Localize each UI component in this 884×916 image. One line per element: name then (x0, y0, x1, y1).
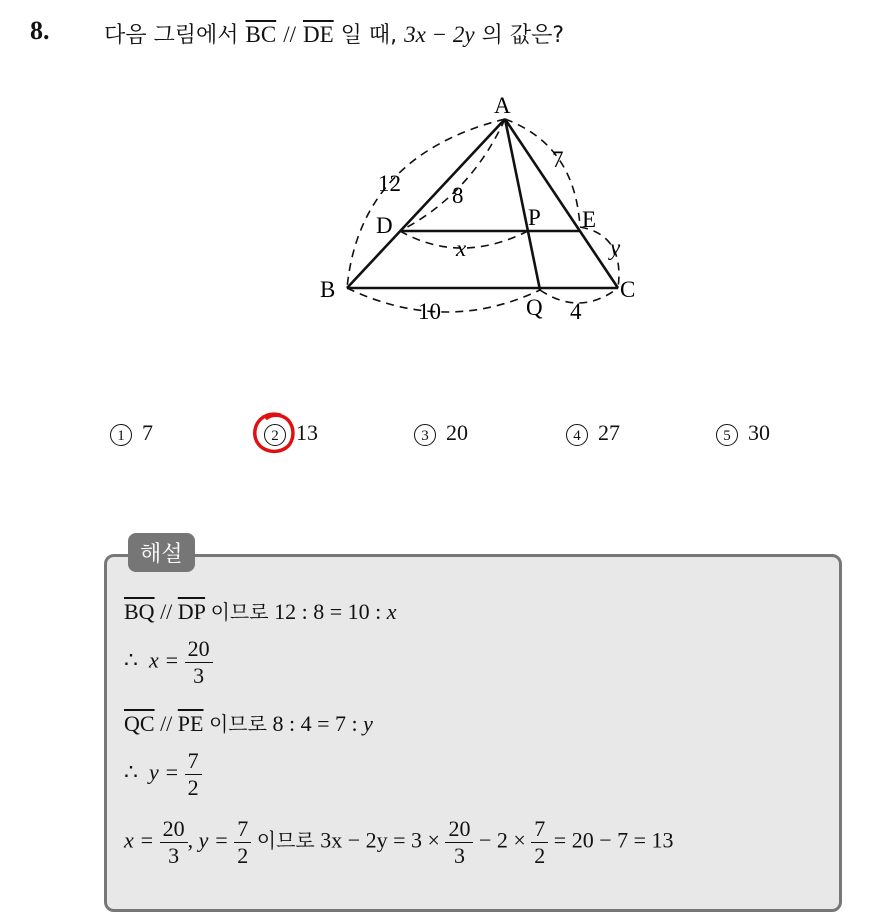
parallel-symbol: // (160, 599, 173, 624)
therefore-symbol: ∴ (124, 759, 138, 785)
length-ae: 7 (552, 147, 564, 172)
fraction-x (160, 816, 188, 869)
segment-bc: $\overline{BC}$ (245, 22, 277, 47)
question-mid: 일 때, (340, 23, 398, 48)
denominator: 2 (187, 775, 199, 800)
length-dp: x (456, 236, 467, 261)
length-ab: 12 (378, 171, 401, 196)
fraction-x (185, 636, 213, 689)
expression-part-b: − 2 × (478, 827, 526, 853)
choice-value-4: 27 (598, 420, 620, 445)
variable-x: x (386, 599, 397, 624)
solution-line-4 (124, 748, 202, 801)
label-e: E (582, 207, 597, 232)
parallel-symbol: // (283, 22, 296, 47)
ratio-expression: 12 : 8 = 10 : (274, 599, 382, 624)
side-ab (347, 119, 505, 288)
because-text: 이므로 (208, 712, 267, 736)
fraction-y (234, 816, 251, 869)
label-a: A (494, 93, 511, 118)
denominator: 3 (453, 843, 465, 868)
choice-value-2: 13 (296, 420, 318, 445)
question-text (104, 18, 564, 49)
arc-bq (347, 288, 540, 312)
variable-y: y (363, 711, 373, 736)
solution-line-1 (124, 596, 396, 625)
because-text: 이므로 (210, 600, 269, 624)
because-text: 이므로 (256, 828, 315, 853)
length-qc: 4 (570, 299, 582, 324)
length-bq: 10 (418, 299, 441, 324)
question-prefix: 다음 그림에서 (104, 23, 239, 48)
choice-value-5: 30 (748, 420, 770, 445)
numerator: 7 (234, 816, 251, 843)
question-expression: 3x − 2y (404, 22, 475, 47)
x-equals: x = (124, 827, 155, 853)
segment-pe: $\overline{PE}$ (177, 711, 204, 736)
length-ad: 8 (452, 183, 464, 208)
solution-tag: 해설 (128, 533, 195, 572)
numerator: 20 (445, 816, 473, 843)
choice-value-1: 7 (142, 420, 153, 445)
question-number: 8. (30, 16, 50, 45)
choice-number-5: 5 (716, 424, 738, 446)
choice-5[interactable] (716, 420, 770, 446)
parallel-symbol: // (160, 711, 173, 736)
therefore-symbol: ∴ (124, 647, 138, 673)
denominator: 3 (193, 663, 205, 688)
denominator: 2 (534, 843, 546, 868)
ratio-expression: 8 : 4 = 7 : (272, 711, 358, 736)
fraction-y (185, 748, 202, 801)
fraction-7-2 (531, 816, 548, 869)
y-equals: y = (198, 827, 229, 853)
triangle-diagram (300, 85, 680, 335)
numerator: 20 (185, 636, 213, 663)
numerator: 7 (185, 748, 202, 775)
choice-number-1: 1 (110, 424, 132, 446)
solution-line-3 (124, 708, 373, 737)
comma: , (187, 827, 194, 853)
choice-number-2: 2 (264, 424, 286, 446)
choice-1[interactable] (110, 420, 153, 446)
segment-bq: $\overline{BQ}$ (124, 599, 155, 624)
segment-qc: $\overline{QC}$ (124, 711, 155, 736)
numerator: 7 (531, 816, 548, 843)
label-p: P (528, 205, 541, 230)
denominator: 2 (237, 843, 249, 868)
denominator: 3 (168, 843, 180, 868)
y-equals: y = (149, 759, 180, 785)
label-b: B (320, 277, 336, 302)
length-ec: y (610, 235, 621, 260)
segment-de: $\overline{DE}$ (302, 22, 334, 47)
segment-dp: $\overline{DP}$ (177, 599, 206, 624)
x-equals: x = (149, 647, 180, 673)
label-c: C (620, 277, 636, 302)
label-d: D (376, 213, 393, 238)
label-q: Q (526, 295, 543, 320)
fraction-20-3 (445, 816, 473, 869)
expression-part-a: 3x − 2y = 3 × (320, 827, 440, 853)
choice-number-4: 4 (566, 424, 588, 446)
numerator: 20 (160, 816, 188, 843)
choice-4[interactable] (566, 420, 620, 446)
expression-part-c: = 20 − 7 = 13 (553, 827, 674, 853)
solution-line-5 (124, 816, 674, 869)
choice-number-3: 3 (414, 424, 436, 446)
choice-value-3: 20 (446, 420, 468, 445)
selected-answer-circle-mark (250, 409, 298, 457)
choice-3[interactable] (414, 420, 468, 446)
question-suffix: 의 값은? (481, 23, 565, 48)
solution-line-2 (124, 636, 213, 689)
